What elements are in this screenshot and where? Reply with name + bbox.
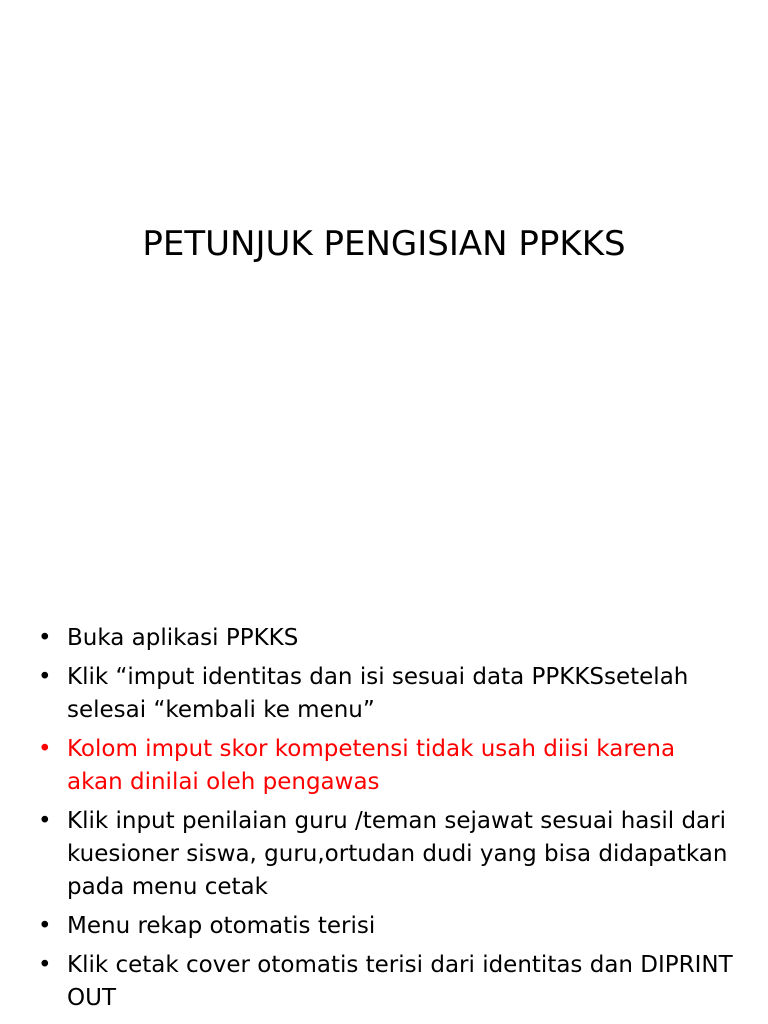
list-item-text: Menu rekap otomatis terisi	[67, 913, 376, 939]
list-item-text: Klik “imput identitas dan isi sesuai data PPKKSsetelah selesai “kembali ke menu”	[67, 664, 689, 723]
list-item-text: Klik input penilaian guru /teman sejawat sesuai hasil dari kuesioner siswa, guru,ortudan dudi yang bisa didapatkan pada menu cetak	[67, 808, 728, 900]
slide-title: PETUNJUK PENGISIAN PPKKS	[142, 224, 626, 264]
bullet-icon: •	[38, 913, 52, 939]
bullet-icon: •	[38, 625, 52, 651]
list-item	[38, 622, 738, 655]
list-item	[38, 805, 738, 904]
list-item-text: Buka aplikasi PPKKS	[67, 625, 299, 651]
list-item	[38, 661, 738, 727]
list-item	[38, 910, 738, 943]
list-item-text: Klik cetak cover otomatis terisi dari identitas dan DIPRINT OUT	[67, 952, 733, 1011]
instruction-list	[38, 622, 738, 1021]
list-item	[38, 949, 738, 1015]
bullet-icon: •	[38, 952, 52, 978]
bullet-icon: •	[38, 664, 52, 690]
list-item-alert	[38, 733, 738, 799]
list-item-text: Kolom imput skor kompetensi tidak usah diisi karena akan dinilai oleh pengawas	[67, 736, 676, 795]
bullet-icon: •	[38, 808, 52, 834]
bullet-icon: •	[38, 736, 52, 762]
